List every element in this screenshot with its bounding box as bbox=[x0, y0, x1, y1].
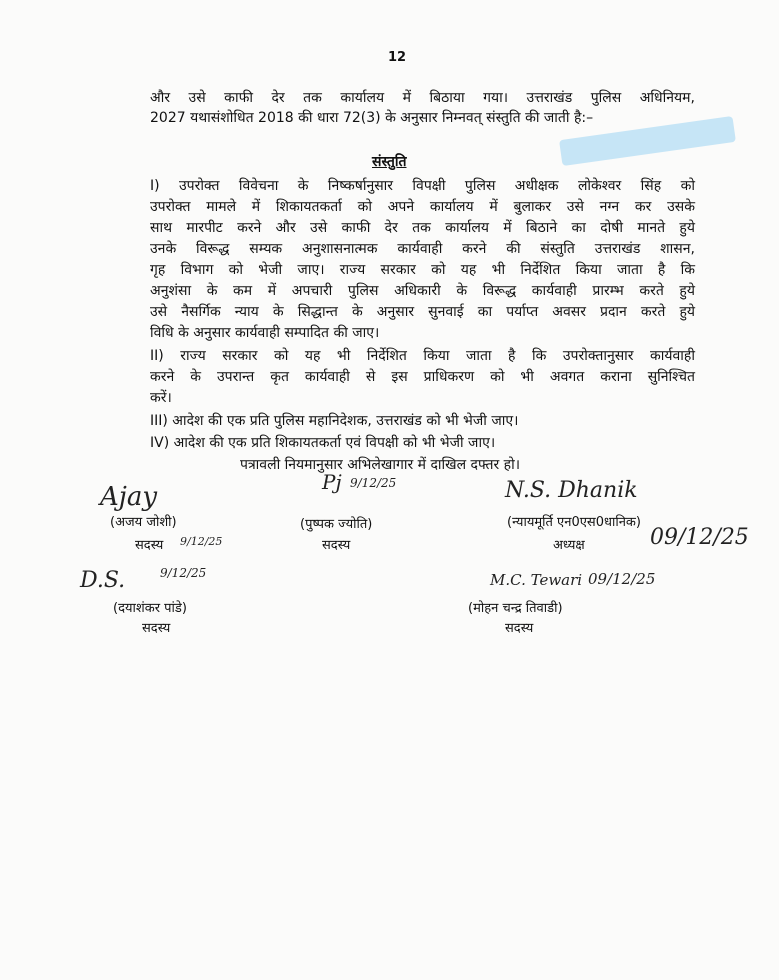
intro-line-1: और उसे काफी देर तक कार्यालय में बिठाया गया। उत्तराखंड पुलिस अधिनियम, bbox=[150, 90, 695, 106]
para2-line-3: करें। bbox=[150, 390, 172, 406]
signatory-name-4: (दयाशंकर पांडे) bbox=[113, 601, 187, 616]
signatory-name-3: (न्यायमूर्ति एन0एस0धानिक) bbox=[507, 515, 641, 530]
page-number: 12 bbox=[388, 50, 407, 65]
para1-line-1: I) उपरोक्त विवेचना के निष्कर्षानुसार विपक्षी पुलिस अधीक्षक लोकेश्वर सिंह को bbox=[150, 178, 695, 194]
signatory-role-3: अध्यक्ष bbox=[553, 538, 585, 553]
date-pushpak: 9/12/25 bbox=[350, 476, 397, 490]
intro-line-2: 2027 यथासंशोधित 2018 की धारा 72(3) के अनुसार निम्नवत् संस्तुति की जाती है:– bbox=[150, 110, 594, 126]
signature-tewari: M.C. Tewari bbox=[490, 571, 583, 589]
signature-ajay: Ajay bbox=[100, 482, 158, 512]
date-ajay: 9/12/25 bbox=[180, 535, 223, 548]
para1-line-8: विधि के अनुसार कार्यवाही सम्पादित की जाए। bbox=[150, 325, 380, 341]
para2-line-1: II) राज्य सरकार को यह भी निर्देशित किया जाता है कि उपरोक्तानुसार कार्यवाही bbox=[150, 348, 695, 364]
signatory-role-1: सदस्य bbox=[135, 538, 164, 553]
para1-line-7: उसे नैसर्गिक न्याय के सिद्धान्त के अनुसार सुनवाई का पर्याप्त अवसर प्रदान करते हुये bbox=[150, 304, 695, 320]
date-dayashankar: 9/12/25 bbox=[160, 566, 207, 580]
para1-line-6: अनुशंसा के कम में अपचारी पुलिस अधिकारी के विरूद्ध कार्यवाही प्रारम्भ करते हुये bbox=[150, 283, 695, 299]
para1-line-4: उनके विरूद्ध सम्यक अनुशासनात्मक कार्यवाही करने की संस्तुति उत्तराखंड शासन, bbox=[150, 241, 695, 257]
signatory-name-1: (अजय जोशी) bbox=[110, 515, 177, 530]
para1-line-3: साथ मारपीट करने और उसे काफी देर तक कार्यालय में बिठाने का दोषी मानते हुये bbox=[150, 220, 695, 236]
para3: III) आदेश की एक प्रति पुलिस महानिदेशक, उत्तराखंड को भी भेजी जाए। bbox=[150, 413, 519, 429]
para4: IV) आदेश की एक प्रति शिकायतकर्ता एवं विपक्षी को भी भेजी जाए। bbox=[150, 435, 496, 451]
date-tewari: 09/12/25 bbox=[588, 570, 656, 588]
signature-pushpak: Pj bbox=[322, 470, 342, 494]
para1-line-5: गृह विभाग को भेजी जाए। राज्य सरकार को यह भी निर्देशित किया जाता है कि bbox=[150, 262, 695, 278]
signatory-role-5: सदस्य bbox=[505, 621, 534, 636]
signatory-role-2: सदस्य bbox=[322, 538, 351, 553]
signature-dhanik: N.S. Dhanik bbox=[505, 478, 638, 503]
section-heading: संस्तुति bbox=[372, 154, 407, 170]
para2-line-2: करने के उपरान्त कृत कार्यवाही से इस प्राधिकरण को भी अवगत कराना सुनिश्चित bbox=[150, 369, 695, 385]
closing-note: पत्रावली नियमानुसार अभिलेखागार में दाखिल दफ्तर हो। bbox=[240, 457, 521, 473]
signatory-name-5: (मोहन चन्द्र तिवाडी) bbox=[468, 601, 563, 616]
date-dhanik: 09/12/25 bbox=[650, 525, 749, 550]
para1-line-2: उपरोक्त मामले में शिकायतकर्ता को अपने कार्यालय में बुलाकर उसे नग्न कर उसके bbox=[150, 199, 695, 215]
signatory-name-2: (पुष्पक ज्योति) bbox=[300, 517, 373, 532]
signatory-role-4: सदस्य bbox=[142, 621, 171, 636]
signature-dayashankar: D.S. bbox=[80, 568, 126, 593]
